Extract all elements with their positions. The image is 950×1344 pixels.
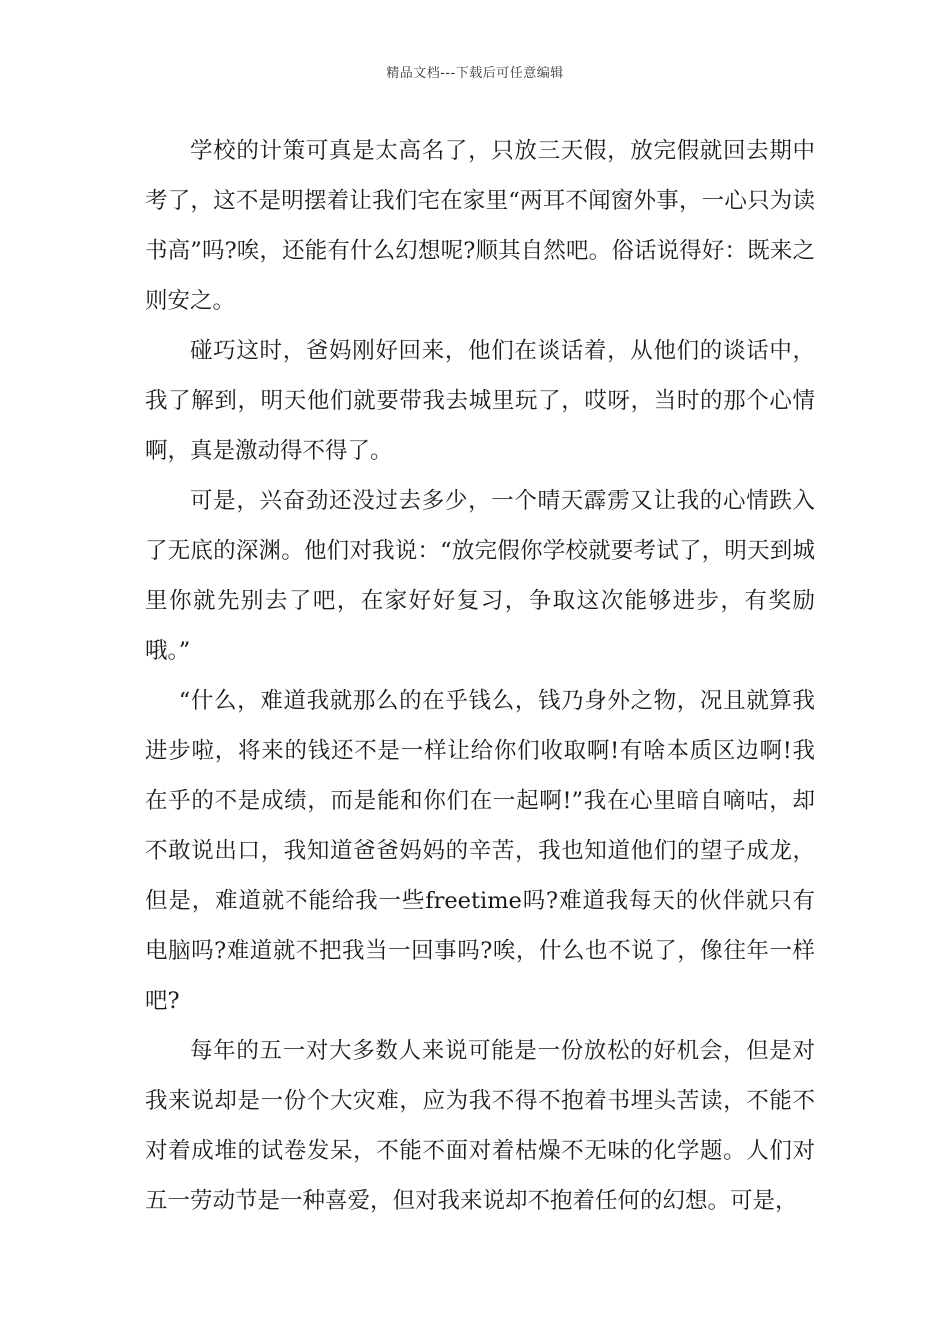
page-header: 精品文档---下载后可任意编辑	[386, 66, 564, 81]
paragraph-5: 每年的五一对大多数人来说可能是一份放松的好机会，但是对我来说却是一份个大灾难，应为我不得不抱着书埋头苦读，不能不对着成堆的试卷发呆，不能不面对着枯燥不无味的化学题。人们对五一劳动节是一种喜爱，但对我来说却不抱着任何的幻想。可是，	[145, 1038, 815, 1214]
paragraph-3: 可是，兴奋劲还没过去多少，一个晴天霹雳又让我的心情跌入了无底的深渊。他们对我说：“放完假你学校就要考试了，明天到城里你就先别去了吧，在家好好复习，争取这次能够进步，有奖励哦。”	[145, 488, 815, 664]
paragraph-1: 学校的计策可真是太高名了，只放三天假，放完假就回去期中考了，这不是明摆着让我们宅在家里“两耳不闻窗外事，一心只为读书高”吗?唉，还能有什么幻想呢?顺其自然吧。俗话说得好：既来之则安之。	[145, 138, 815, 314]
document-body	[145, 126, 815, 1226]
paragraph-4: “什么，难道我就那么的在乎钱么，钱乃身外之物，况且就算我进步啦，将来的钱还不是一样让给你们收取啊!有啥本质区边啊!我在乎的不是成绩，而是能和你们在一起啊!”我在心里暗自嘀咕，却不敢说出口，我知道爸爸妈妈的辛苦，我也知道他们的望子成龙，但是，难道就不能给我一些freetime吗?难道我每天的伙伴就只有电脑吗?难道就不把我当一回事吗?唉，什么也不说了，像往年一样吧?	[145, 688, 815, 1014]
paragraph-2: 碰巧这时，爸妈刚好回来，他们在谈话着，从他们的谈话中，我了解到，明天他们就要带我去城里玩了，哎呀，当时的那个心情啊，真是激动得不得了。	[145, 338, 815, 464]
